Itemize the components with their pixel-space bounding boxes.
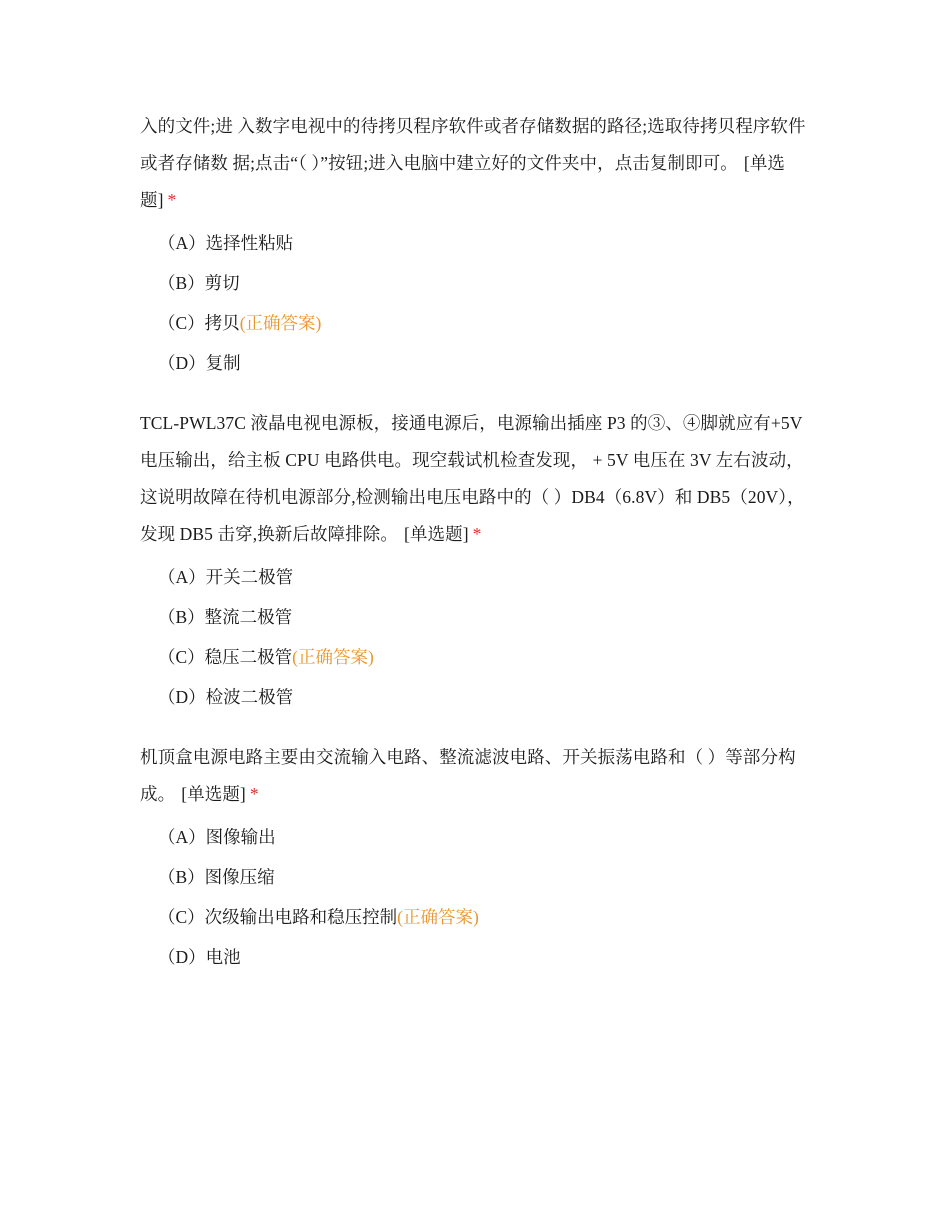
option-d[interactable] [140,937,812,977]
option-label: （C）次级输出电路和稳压控制 [158,907,398,927]
option-d[interactable] [140,677,812,717]
question-list [140,108,812,999]
question-stem: 入的文件;进 入数字电视中的待拷贝程序软件或者存储数据的路径;选取待拷贝程序软件或者存储数 据;点击“（ ）”按钮;进入电脑中建立好的文件夹中，点击复制即可。 [140,116,806,173]
option-a[interactable] [140,557,812,597]
required-mark: * [167,190,177,210]
option-a[interactable] [140,817,812,857]
required-mark: * [249,784,259,804]
correct-answer-tag: (正确答案) [397,907,479,927]
option-c[interactable] [140,897,812,937]
option-label: （B）剪切 [158,273,240,293]
question-3 [140,739,812,977]
option-b[interactable] [140,597,812,637]
option-a[interactable] [140,223,812,263]
question-text [140,405,812,553]
option-d[interactable] [140,343,812,383]
required-mark: * [472,524,482,544]
question-text [140,739,812,813]
question-stem: TCL-PWL37C 液晶电视电源板，接通电源后，电源输出插座 P3 的③、④脚就应有+5V 电压输出，给主板 CPU 电路供电。现空载试机检查发现， + 5V 电压在 3V 左右波动，这说明故障在待机电源部分,检测输出电压电路中的（ ）DB4（6.8V）和 DB5（20V），发现 DB5 击穿,换新后故障排除。 [140,413,805,544]
option-label: （D）检波二极管 [158,687,294,707]
option-label: （B）整流二极管 [158,607,293,627]
option-list [140,557,812,717]
correct-answer-tag: (正确答案) [292,647,374,667]
option-label: （C）稳压二极管 [158,647,293,667]
option-list [140,223,812,383]
option-list [140,817,812,977]
option-label: （D）电池 [158,947,241,967]
question-type-label: [单选题] [181,784,246,804]
option-b[interactable] [140,857,812,897]
option-label: （C）拷贝 [158,313,240,333]
question-2 [140,405,812,717]
question-1 [140,108,812,383]
option-label: （D）复制 [158,353,241,373]
option-label: （A）选择性粘贴 [158,233,294,253]
question-text [140,108,812,219]
option-b[interactable] [140,263,812,303]
option-c[interactable] [140,303,812,343]
question-type-label: [单选题] [140,153,786,210]
option-label: （B）图像压缩 [158,867,275,887]
correct-answer-tag: (正确答案) [239,313,322,333]
question-type-label: [单选题] [403,524,469,544]
question-stem: 机顶盒电源电路主要由交流输入电路、整流滤波电路、开关振荡电路和（ ）等部分构成。 [140,747,796,804]
option-c[interactable] [140,637,812,677]
option-label: （A）图像输出 [158,827,276,847]
option-label: （A）开关二极管 [158,567,294,587]
